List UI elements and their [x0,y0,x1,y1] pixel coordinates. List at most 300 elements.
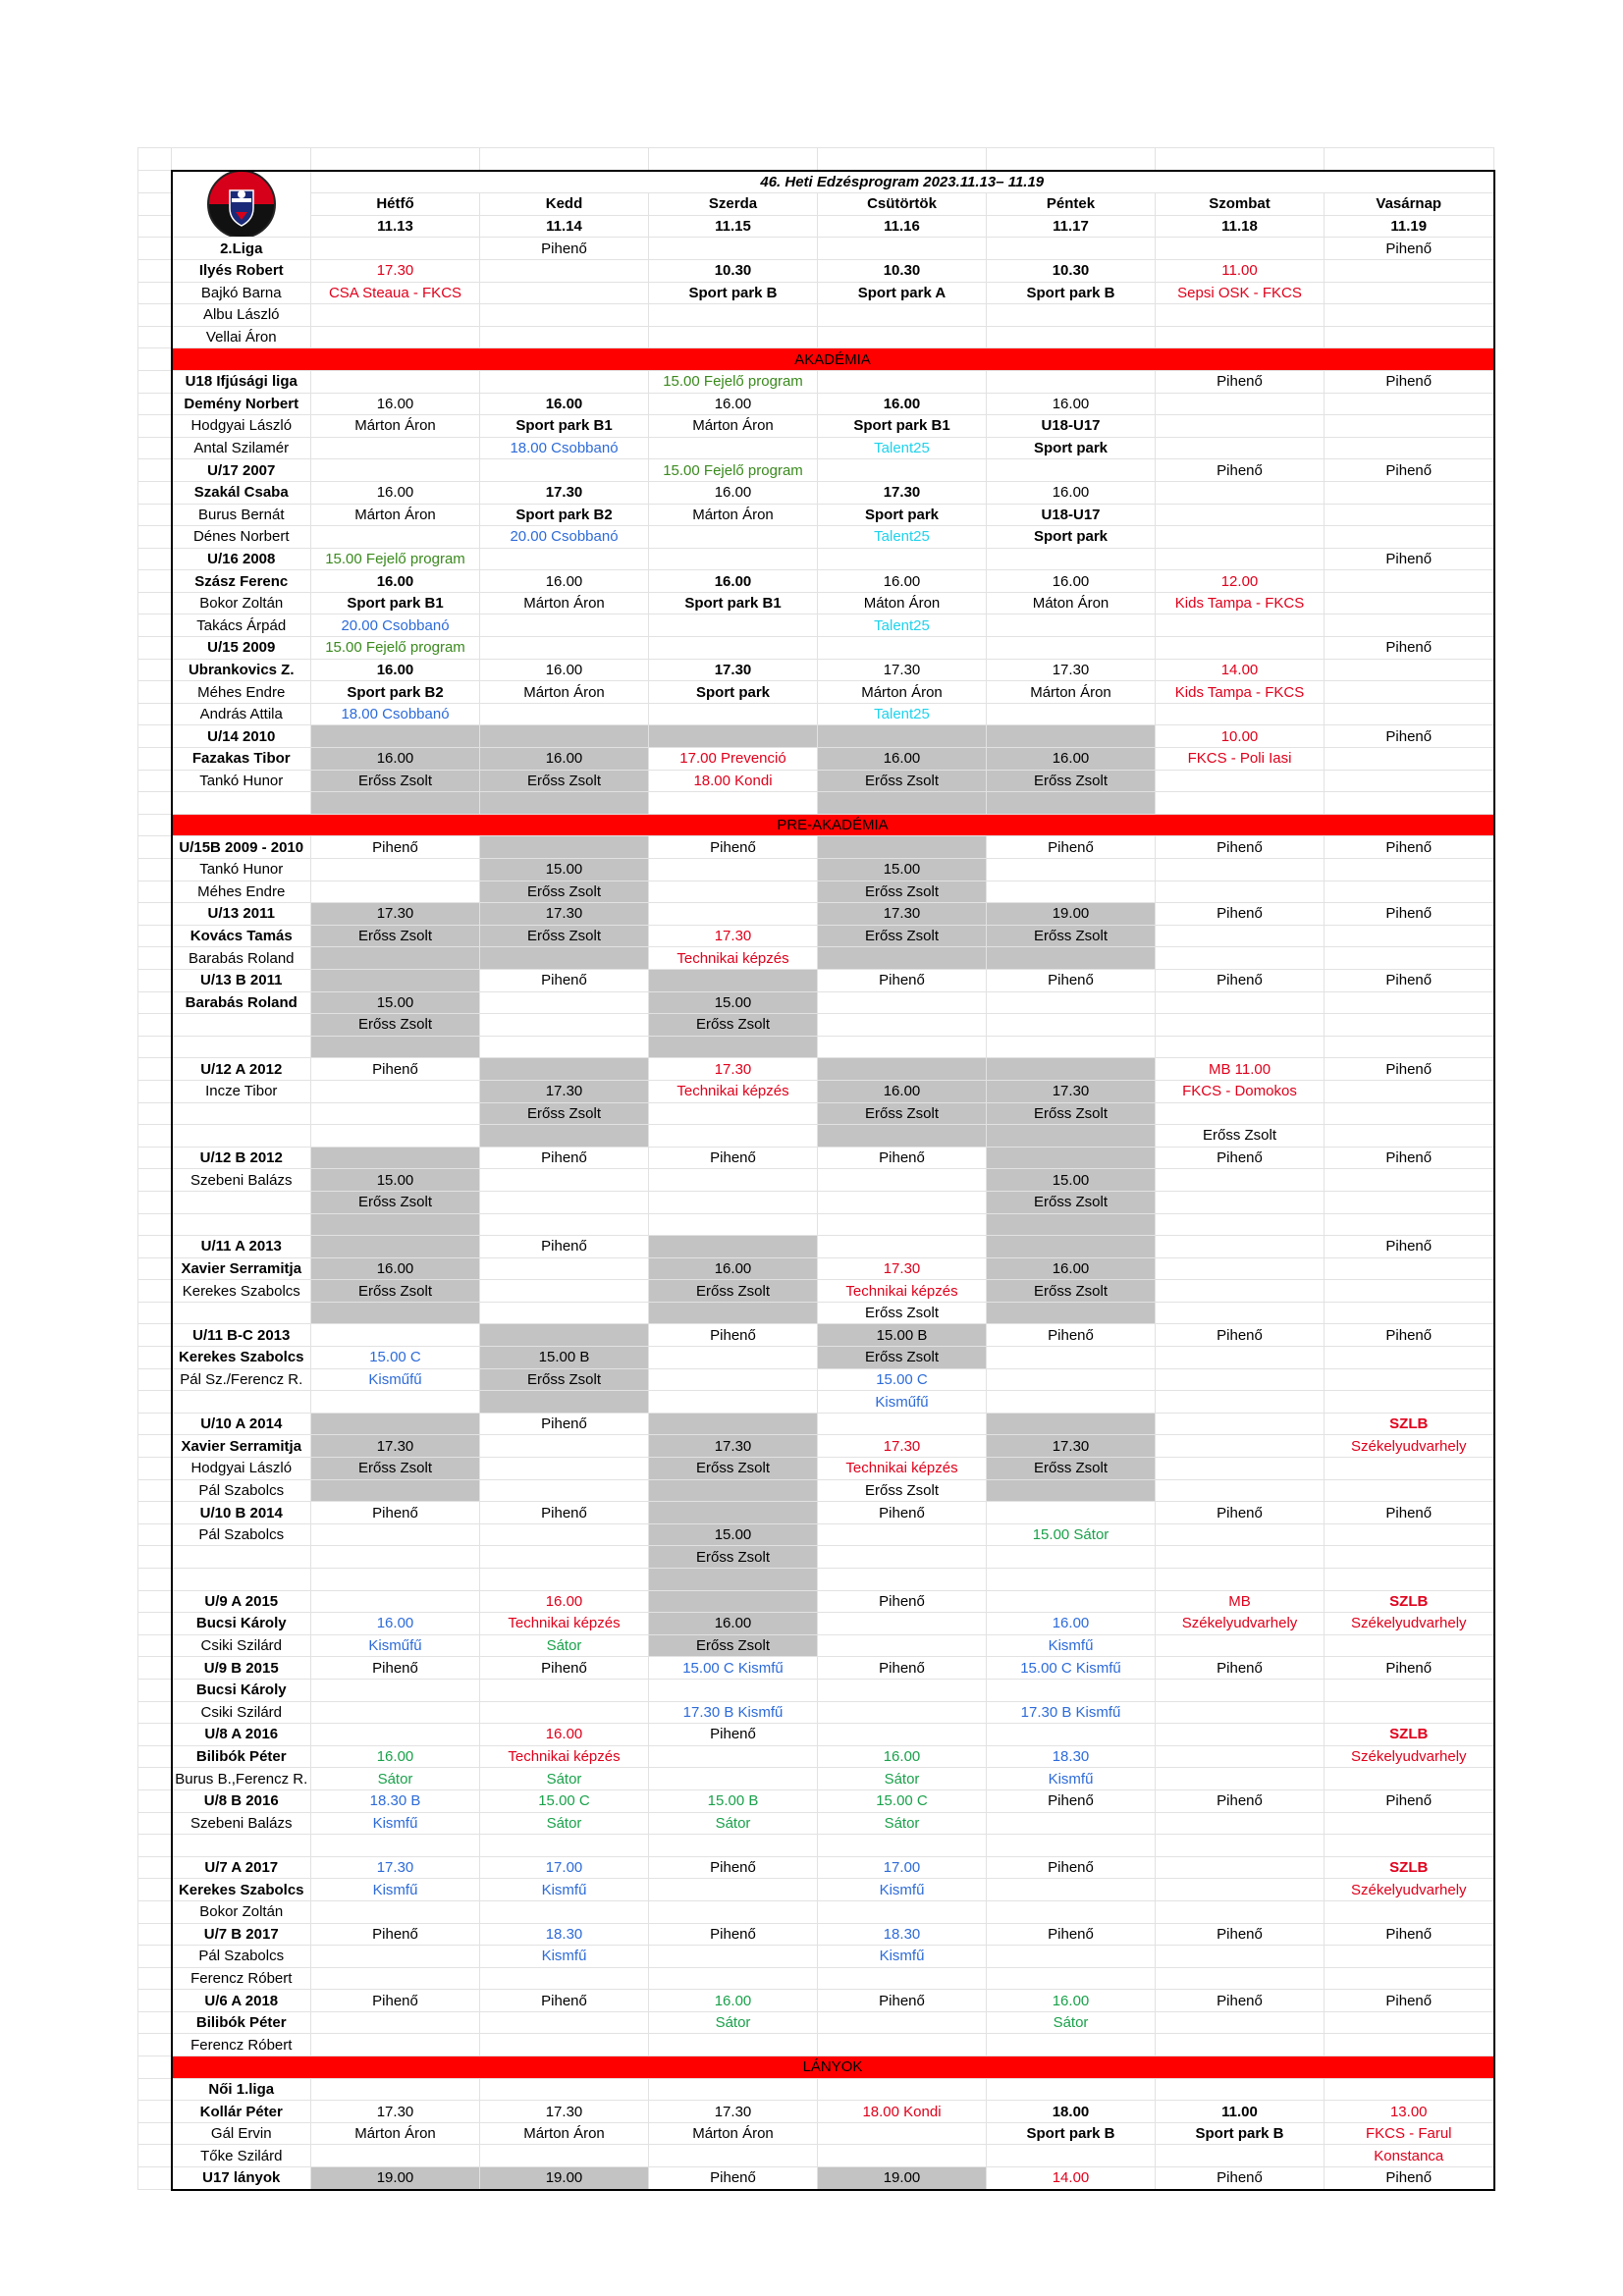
schedule-cell [818,2145,987,2167]
team-cell: U/11 B-C 2013 [172,1324,311,1347]
team-cell: Barabás Roland [172,991,311,1014]
team-cell: Burus Bernát [172,504,311,526]
row-gutter [138,792,172,815]
schedule-cell [480,1169,649,1192]
row-gutter [138,1257,172,1280]
schedule-cell [480,1257,649,1280]
row-gutter [138,1946,172,1968]
day-date: 11.14 [480,215,649,238]
schedule-cell: Erőss Zsolt [649,1280,818,1303]
schedule-cell: Erőss Zsolt [480,925,649,947]
schedule-cell [649,1479,818,1502]
row-gutter [138,1634,172,1657]
row-gutter [138,2101,172,2123]
schedule-cell [311,1236,480,1258]
schedule-cell: 16.00 [987,1990,1156,2012]
schedule-cell [1325,259,1494,282]
schedule-cell: Kismfű [311,1812,480,1835]
schedule-cell [1156,614,1325,637]
row-gutter [138,2167,172,2190]
schedule-cell: FKCS - Domokos [1156,1080,1325,1102]
schedule-cell [649,326,818,348]
schedule-cell [480,1213,649,1236]
section-header: AKADÉMIA [172,348,1494,371]
schedule-row [138,1879,1494,1901]
schedule-cell: Sátor [649,1812,818,1835]
schedule-cell: Erőss Zsolt [987,1191,1156,1213]
schedule-cell [1156,504,1325,526]
team-cell: U/15B 2009 - 2010 [172,836,311,859]
schedule-cell [480,1546,649,1569]
row-gutter [138,1546,172,1569]
schedule-cell [480,1701,649,1724]
row-gutter [138,1102,172,1125]
schedule-cell: Erőss Zsolt [818,1102,987,1125]
schedule-cell: Márton Áron [480,2122,649,2145]
row-gutter [138,1745,172,1768]
row-gutter [138,748,172,771]
schedule-cell: Sátor [480,1634,649,1657]
schedule-cell [1156,526,1325,549]
schedule-cell: Talent25 [818,614,987,637]
schedule-cell [649,238,818,260]
schedule-row [138,1679,1494,1701]
schedule-cell: Technikai képzés [818,1280,987,1303]
schedule-cell [649,1569,818,1591]
schedule-cell [818,2011,987,2034]
schedule-cell [1325,1679,1494,1701]
team-cell: U/13 B 2011 [172,969,311,991]
schedule-cell [649,1213,818,1236]
schedule-row [138,1368,1494,1391]
row-gutter [138,526,172,549]
schedule-cell [480,1324,649,1347]
schedule-cell [818,991,987,1014]
team-cell: Méhes Endre [172,881,311,903]
schedule-row [138,2034,1494,2056]
schedule-cell [1325,1368,1494,1391]
schedule-cell: Erőss Zsolt [987,770,1156,792]
schedule-cell: 18.30 [480,1923,649,1946]
schedule-cell [649,792,818,815]
schedule-cell [987,991,1156,1014]
schedule-cell [987,238,1156,260]
schedule-cell: Pihenő [1325,836,1494,859]
schedule-cell: 15.00 B [480,1347,649,1369]
row-gutter [138,1590,172,1613]
title-row [138,171,1494,193]
schedule-cell: Sport park A [818,282,987,304]
team-cell: Bucsi Károly [172,1613,311,1635]
schedule-cell: 10.00 [1156,725,1325,748]
schedule-row [138,259,1494,282]
schedule-cell: Pihenő [1325,2167,1494,2190]
schedule-cell: 16.00 [480,1590,649,1613]
schedule-cell: Pihenő [987,1856,1156,1879]
schedule-cell: Sátor [480,1812,649,1835]
team-cell: Xavier Serramitja [172,1257,311,1280]
schedule-cell: Pihenő [1325,725,1494,748]
row-gutter [138,991,172,1014]
day-date: 11.19 [1325,215,1494,238]
schedule-cell: 17.30 [649,659,818,681]
schedule-cell: 15.00 B [649,1789,818,1812]
schedule-cell: 15.00 [311,1169,480,1192]
team-cell: Bajkó Barna [172,282,311,304]
schedule-cell: Pihenő [649,1724,818,1746]
row-gutter [138,681,172,704]
schedule-cell: 17.00 Prevenció [649,748,818,771]
schedule-cell [649,614,818,637]
team-cell: Szebeni Balázs [172,1812,311,1835]
row-gutter [138,1967,172,1990]
schedule-cell: 15.00 C [818,1368,987,1391]
schedule-cell [1325,703,1494,725]
team-cell: Pál Szabolcs [172,1523,311,1546]
schedule-cell: Erőss Zsolt [480,770,649,792]
schedule-cell: Pihenő [480,1147,649,1169]
team-cell: U18 Ifjúsági liga [172,370,311,393]
schedule-cell: 15.00 [649,1523,818,1546]
team-cell: U/11 A 2013 [172,1236,311,1258]
schedule-cell [1156,415,1325,438]
team-cell: 2.Liga [172,238,311,260]
schedule-cell [311,1102,480,1125]
schedule-cell [987,1236,1156,1258]
schedule-cell: Kismfű [987,1768,1156,1790]
schedule-cell: Márton Áron [311,2122,480,2145]
schedule-row [138,1302,1494,1324]
schedule-cell: 15.00 C [311,1347,480,1369]
row-gutter [138,1324,172,1347]
schedule-cell [1325,504,1494,526]
schedule-cell [311,1324,480,1347]
schedule-row [138,681,1494,704]
schedule-cell: Márton Áron [818,681,987,704]
schedule-cell [987,370,1156,393]
schedule-row [138,1125,1494,1148]
schedule-cell [987,459,1156,482]
schedule-row [138,481,1494,504]
schedule-cell: Pihenő [480,969,649,991]
schedule-cell [1156,925,1325,947]
schedule-row [138,748,1494,771]
schedule-cell [480,2078,649,2101]
schedule-row [138,326,1494,348]
schedule-cell [1156,2145,1325,2167]
schedule-cell [480,1835,649,1857]
schedule-cell [1156,1479,1325,1502]
schedule-row [138,1657,1494,1680]
team-cell [172,1835,311,1857]
schedule-cell: Sport park [818,504,987,526]
schedule-cell: Pihenő [1156,1324,1325,1347]
schedule-cell [311,1523,480,1546]
team-cell: Hodgyai László [172,415,311,438]
schedule-cell [480,725,649,748]
schedule-cell [311,1900,480,1923]
row-gutter [138,1835,172,1857]
schedule-cell: Márton Áron [480,592,649,614]
schedule-cell [480,326,649,348]
schedule-cell [1156,437,1325,459]
schedule-cell: Pihenő [1156,370,1325,393]
team-cell: Bilibók Péter [172,1745,311,1768]
schedule-cell [1325,592,1494,614]
schedule-cell [987,1213,1156,1236]
schedule-cell: Kismfű [987,1634,1156,1657]
schedule-cell: 16.00 [480,570,649,593]
schedule-cell [987,1147,1156,1169]
schedule-row [138,2101,1494,2123]
team-cell: U/12 A 2012 [172,1058,311,1081]
schedule-cell [480,548,649,570]
schedule-cell [1156,1102,1325,1125]
schedule-cell [987,1036,1156,1058]
schedule-cell [1156,1701,1325,1724]
schedule-cell [1325,1967,1494,1990]
schedule-cell: 16.00 [311,481,480,504]
schedule-cell [1325,2011,1494,2034]
schedule-cell: 15.00 Fejelő program [649,459,818,482]
schedule-cell [818,548,987,570]
row-gutter [138,1812,172,1835]
schedule-cell: Erőss Zsolt [987,925,1156,947]
schedule-cell [311,2078,480,2101]
schedule-cell: Pihenő [1325,238,1494,260]
row-gutter [138,836,172,859]
row-gutter [138,1523,172,1546]
team-cell: U/7 A 2017 [172,1856,311,1879]
team-cell: Pál Szabolcs [172,1479,311,1502]
row-gutter [138,1280,172,1303]
row-gutter [138,1347,172,1369]
schedule-cell: 16.00 [311,393,480,415]
schedule-cell [649,1590,818,1613]
schedule-row [138,1812,1494,1835]
schedule-row [138,1014,1494,1037]
team-cell [172,1546,311,1569]
schedule-row [138,1900,1494,1923]
schedule-cell: 16.00 [818,748,987,771]
team-cell: U/17 2007 [172,459,311,482]
section-header-row [138,2056,1494,2079]
schedule-cell [1156,481,1325,504]
day-names-row [138,193,1494,216]
team-cell [172,1125,311,1148]
schedule-cell: Pihenő [649,1856,818,1879]
schedule-cell [649,1835,818,1857]
schedule-cell [480,1679,649,1701]
row-gutter [138,1014,172,1037]
schedule-cell [1325,792,1494,815]
row-gutter [138,903,172,926]
schedule-cell [987,792,1156,815]
schedule-row [138,770,1494,792]
schedule-cell: 16.00 [987,393,1156,415]
schedule-cell [818,459,987,482]
schedule-row [138,1058,1494,1081]
schedule-row [138,725,1494,748]
schedule-row [138,925,1494,947]
schedule-cell [1325,1191,1494,1213]
schedule-cell [1325,1479,1494,1502]
day-name: Péntek [987,193,1156,216]
schedule-row [138,459,1494,482]
schedule-cell: 16.00 [987,570,1156,593]
schedule-cell [480,304,649,327]
schedule-row [138,1856,1494,1879]
schedule-cell [1156,1257,1325,1280]
team-cell: Bucsi Károly [172,1679,311,1701]
schedule-cell: Pihenő [1156,459,1325,482]
schedule-cell: 16.00 [987,748,1156,771]
schedule-row [138,2078,1494,2101]
schedule-cell: 16.00 [480,748,649,771]
schedule-row [138,1191,1494,1213]
schedule-cell [818,326,987,348]
schedule-cell [1156,991,1325,1014]
schedule-cell: 17.00 [818,1856,987,1879]
schedule-row [138,1768,1494,1790]
row-gutter [138,1036,172,1058]
schedule-cell: Sport park B [987,2122,1156,2145]
schedule-cell [480,637,649,660]
schedule-cell [1325,1213,1494,1236]
schedule-cell [480,1036,649,1058]
schedule-cell [649,859,818,881]
schedule-row [138,614,1494,637]
schedule-cell [311,1213,480,1236]
schedule-row [138,1391,1494,1414]
row-gutter [138,725,172,748]
schedule-cell [987,1679,1156,1701]
team-cell: U/13 2011 [172,903,311,926]
row-gutter [138,881,172,903]
row-gutter [138,282,172,304]
schedule-cell: U18-U17 [987,504,1156,526]
schedule-cell [311,304,480,327]
schedule-cell [649,637,818,660]
schedule-cell: Pihenő [1325,903,1494,926]
schedule-cell [480,1569,649,1591]
schedule-cell: Pihenő [649,1324,818,1347]
schedule-cell: 16.00 [480,393,649,415]
schedule-cell [818,238,987,260]
row-gutter [138,614,172,637]
schedule-row [138,1590,1494,1613]
schedule-cell [1156,1213,1325,1236]
schedule-cell: Sport park B [649,282,818,304]
schedule-cell: 15.00 C [480,1789,649,1812]
schedule-cell [480,703,649,725]
schedule-cell [987,304,1156,327]
schedule-cell: Pihenő [649,1923,818,1946]
schedule-cell [1325,991,1494,1014]
schedule-row [138,703,1494,725]
section-header: LÁNYOK [172,2056,1494,2079]
row-gutter [138,1413,172,1435]
schedule-cell [311,1147,480,1169]
day-name: Csütörtök [818,193,987,216]
schedule-cell [818,1835,987,1857]
team-cell: Pál Szabolcs [172,1946,311,1968]
schedule-cell [311,526,480,549]
schedule-cell: Pihenő [818,969,987,991]
schedule-cell: 17.30 [987,1435,1156,1458]
row-gutter [138,2011,172,2034]
schedule-cell [649,1391,818,1414]
schedule-cell: Kismfű [818,1879,987,1901]
schedule-cell: 11.00 [1156,259,1325,282]
team-cell: Barabás Roland [172,947,311,970]
schedule-cell: Márton Áron [987,681,1156,704]
row-gutter [138,592,172,614]
schedule-cell: Pihenő [818,1990,987,2012]
schedule-cell [649,1191,818,1213]
row-gutter [138,1435,172,1458]
schedule-cell [1156,548,1325,570]
schedule-cell [1156,1835,1325,1857]
row-gutter [138,1679,172,1701]
schedule-cell [649,1302,818,1324]
team-cell: Pál Sz./Ferencz R. [172,1368,311,1391]
schedule-cell: Kisműfű [311,1368,480,1391]
schedule-cell: Erőss Zsolt [818,925,987,947]
row-gutter [138,1391,172,1414]
schedule-cell [311,1479,480,1502]
schedule-cell [649,1125,818,1148]
schedule-cell [1156,1169,1325,1192]
schedule-cell: Székelyudvarhely [1325,1879,1494,1901]
team-cell: Bokor Zoltán [172,1900,311,1923]
team-cell [172,1569,311,1591]
schedule-cell [987,1967,1156,1990]
team-cell: Kovács Tamás [172,925,311,947]
row-gutter [138,504,172,526]
schedule-cell [987,1724,1156,1746]
schedule-cell [987,1835,1156,1857]
schedule-cell: Erőss Zsolt [987,1102,1156,1125]
schedule-cell [987,637,1156,660]
schedule-row [138,1546,1494,1569]
schedule-row [138,592,1494,614]
schedule-row [138,903,1494,926]
schedule-cell [987,1569,1156,1591]
schedule-row [138,1280,1494,1303]
row-gutter [138,703,172,725]
schedule-cell: 16.00 [987,1257,1156,1280]
schedule-cell: Pihenő [818,1147,987,1169]
schedule-cell: 17.30 [649,1435,818,1458]
schedule-cell [987,1546,1156,1569]
row-gutter [138,2034,172,2056]
schedule-cell: Sport park [987,526,1156,549]
schedule-cell [1156,1546,1325,1569]
schedule-cell: 18.30 [987,1745,1156,1768]
schedule-cell: Márton Áron [649,504,818,526]
schedule-cell [311,1080,480,1102]
schedule-cell: Pihenő [1325,1789,1494,1812]
schedule-row [138,859,1494,881]
schedule-row [138,437,1494,459]
schedule-cell [1325,1900,1494,1923]
schedule-cell: Pihenő [1156,2167,1325,2190]
schedule-cell: Pihenő [987,969,1156,991]
schedule-cell [1325,393,1494,415]
row-gutter [138,2145,172,2167]
schedule-cell: CSA Steaua - FKCS [311,282,480,304]
